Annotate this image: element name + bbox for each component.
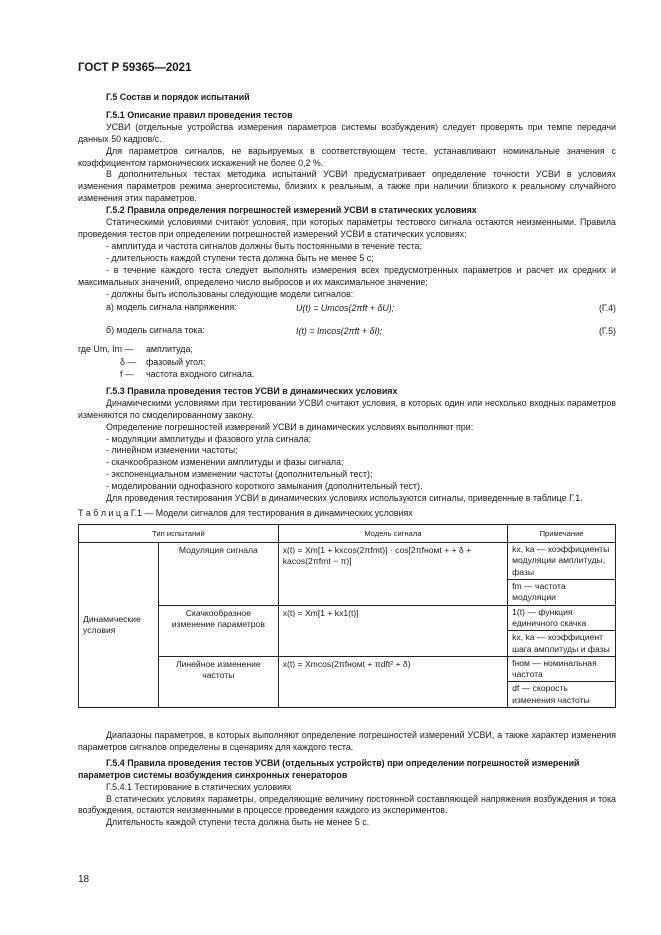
model-cell: x(t) = Xm[1 + kxcos(2πfmt)] · cos[2πfномt + + δ + kacos(2πfmt − π)] bbox=[278, 543, 507, 605]
paragraph: Длительность каждой ступени теста должна быть не менее 5 с. bbox=[106, 817, 370, 828]
legend-description: амплитуда; bbox=[146, 344, 193, 355]
page-number: 18 bbox=[78, 874, 90, 885]
formula-current bbox=[78, 325, 616, 340]
table-row bbox=[79, 543, 616, 580]
model-cell: x(t) = Xmcos(2πfномt + πdft² + δ) bbox=[278, 656, 507, 707]
legend-symbol: δ — bbox=[120, 356, 137, 367]
section-g53-title: Г.5.3 Правила проведения тестов УСВИ в динамических условиях bbox=[106, 385, 398, 396]
table-caption: Т а б л и ц а Г.1 — Модели сигналов для тестирования в динамических условиях bbox=[78, 507, 413, 518]
paragraph: Статическими условиями считают условия, при которых параметры тестового сигнала остаются неизменными. Правила проведения тестов при определении погрешностей измерений УСВИ в статических условиях: bbox=[78, 217, 616, 239]
note-cell: kx, ka — коэффициенты модуляции амплитуды, фазы bbox=[508, 543, 616, 580]
type-cell: Линейное изменение частоты bbox=[158, 656, 278, 707]
standard-header: ГОСТ Р 59365—2021 bbox=[78, 62, 192, 74]
list-item: - моделировании однофазного короткого замыкания (дополнительный тест). bbox=[106, 481, 423, 492]
note-cell: df — скорость изменения частоты bbox=[508, 682, 616, 708]
column-header: Примечание bbox=[508, 524, 616, 542]
formula-voltage bbox=[78, 302, 616, 317]
formula-expression: U(t) = Umcos(2πft + δU); bbox=[296, 303, 395, 314]
formula-number: (Г.5) bbox=[598, 326, 616, 337]
legend-symbol: f — bbox=[120, 369, 134, 380]
list-item: - скачкообразном изменении амплитуды и фазы сигнала; bbox=[106, 457, 344, 468]
paragraph: Диапазоны параметров, в которых выполняют определение погрешностей измерений УСВИ, а также характер изменения параметров сигналов определены в сценариях для каждого теста. bbox=[78, 730, 616, 752]
formula-expression: I(t) = Imcos(2πft + δI); bbox=[296, 326, 383, 337]
paragraph: В статических условиях параметры, определяющие величину постоянной составляющей напряжения возбуждения и тока возбуждения, остаются неизменными в процессе проведения каждого из экспериментов. bbox=[78, 793, 616, 816]
formula-label: а) модель сигнала напряжения: bbox=[106, 302, 237, 313]
table-row bbox=[79, 656, 616, 682]
list-item: - должны быть использованы следующие модели сигналов: bbox=[106, 288, 354, 299]
note-cell: fном — номинальная частота bbox=[508, 656, 616, 682]
section-g51-title: Г.5.1 Описание правил проведения тестов bbox=[106, 109, 293, 120]
legend-symbol: где Um, Im — bbox=[78, 344, 134, 355]
type-cell: Скачкообразное изменение параметров bbox=[158, 605, 278, 656]
paragraph: В дополнительных тестах методика испытаний УСВИ предусматривает определение точности УСВИ в условиях изменения параметров режима энергосистемы, близких к реальным, а также при наличии близкого к реальному случайного изменения этих параметров. bbox=[78, 169, 616, 204]
paragraph: Определение погрешностей измерений УСВИ в динамических условиях выполняют при: bbox=[106, 421, 474, 432]
type-cell: Модуляция сигнала bbox=[158, 543, 278, 605]
formula-legend bbox=[78, 344, 616, 382]
paragraph: Для параметров сигналов, не варьируемых в соответствующем тесте, устанавливают номинальные значения с коэффициентом гармонических искажений не более 0,2 %. bbox=[78, 145, 616, 168]
list-item: - модуляции амплитуды и фазового угла сигнала; bbox=[106, 433, 312, 444]
formula-label: б) модель сигнала тока: bbox=[106, 325, 205, 336]
table-row bbox=[79, 605, 616, 631]
column-header: Модель сигнала bbox=[278, 524, 507, 542]
paragraph: Динамическими условиями при тестировании УСВИ считают условия, в которых один или несколько входных параметров изменяются по смоделированному закону. bbox=[78, 397, 616, 420]
paragraph: Для проведения тестирования УСВИ в динамических условиях используются сигналы, приведенные в таблице Г.1. bbox=[106, 493, 583, 504]
list-item: - в течение каждого теста следует выполнять измерения всех предусмотренных параметров и расчет их средних и максимальных значений, определено число выбросов и их максимальное значение; bbox=[78, 264, 616, 287]
note-cell: 1(t) — функция единичного скачка bbox=[508, 605, 616, 631]
list-item: - линейном изменении частоты; bbox=[106, 445, 238, 456]
formula-number: (Г.4) bbox=[598, 303, 616, 314]
section-g54-title: Г.5.4 Правила проведения тестов УСВИ (отдельных устройств) при определении погрешностей измерений параметров системы возбуждения синхронных генераторов bbox=[78, 757, 580, 780]
list-item: - экспоненциальном изменении частоты (дополнительный тест); bbox=[106, 469, 373, 480]
list-item: - амплитуда и частота сигналов должны быть постоянными в течение теста; bbox=[106, 240, 422, 251]
signal-models-table bbox=[78, 524, 616, 708]
page-content bbox=[78, 92, 616, 829]
group-cell: Динамические условия bbox=[79, 543, 159, 708]
model-cell: x(t) = Xm[1 + kx1(t)] bbox=[278, 605, 507, 656]
note-cell: fm — частота модуляции bbox=[508, 580, 616, 606]
legend-description: частота входного сигнала. bbox=[146, 369, 255, 380]
paragraph: УСВИ (отдельные устройства измерения параметров системы возбуждения) следует проверять при темпе передачи данных 50 кадров/с. bbox=[78, 121, 616, 144]
subsection-title: Г.5.4.1 Тестирование в статических условиях bbox=[106, 781, 292, 792]
legend-description: фазовый угол; bbox=[146, 356, 206, 367]
section-g5-title: Г.5 Состав и порядок испытаний bbox=[106, 92, 250, 102]
section-g52-title: Г.5.2 Правила определения погрешностей измерений УСВИ в статических условиях bbox=[106, 205, 477, 216]
column-header: Тип испытаний bbox=[79, 524, 279, 542]
note-cell: kx, ka — коэффициент шага амплитуды и фазы bbox=[508, 631, 616, 657]
list-item: - длительность каждой ступени теста должна быть не менее 5 с; bbox=[106, 252, 374, 263]
